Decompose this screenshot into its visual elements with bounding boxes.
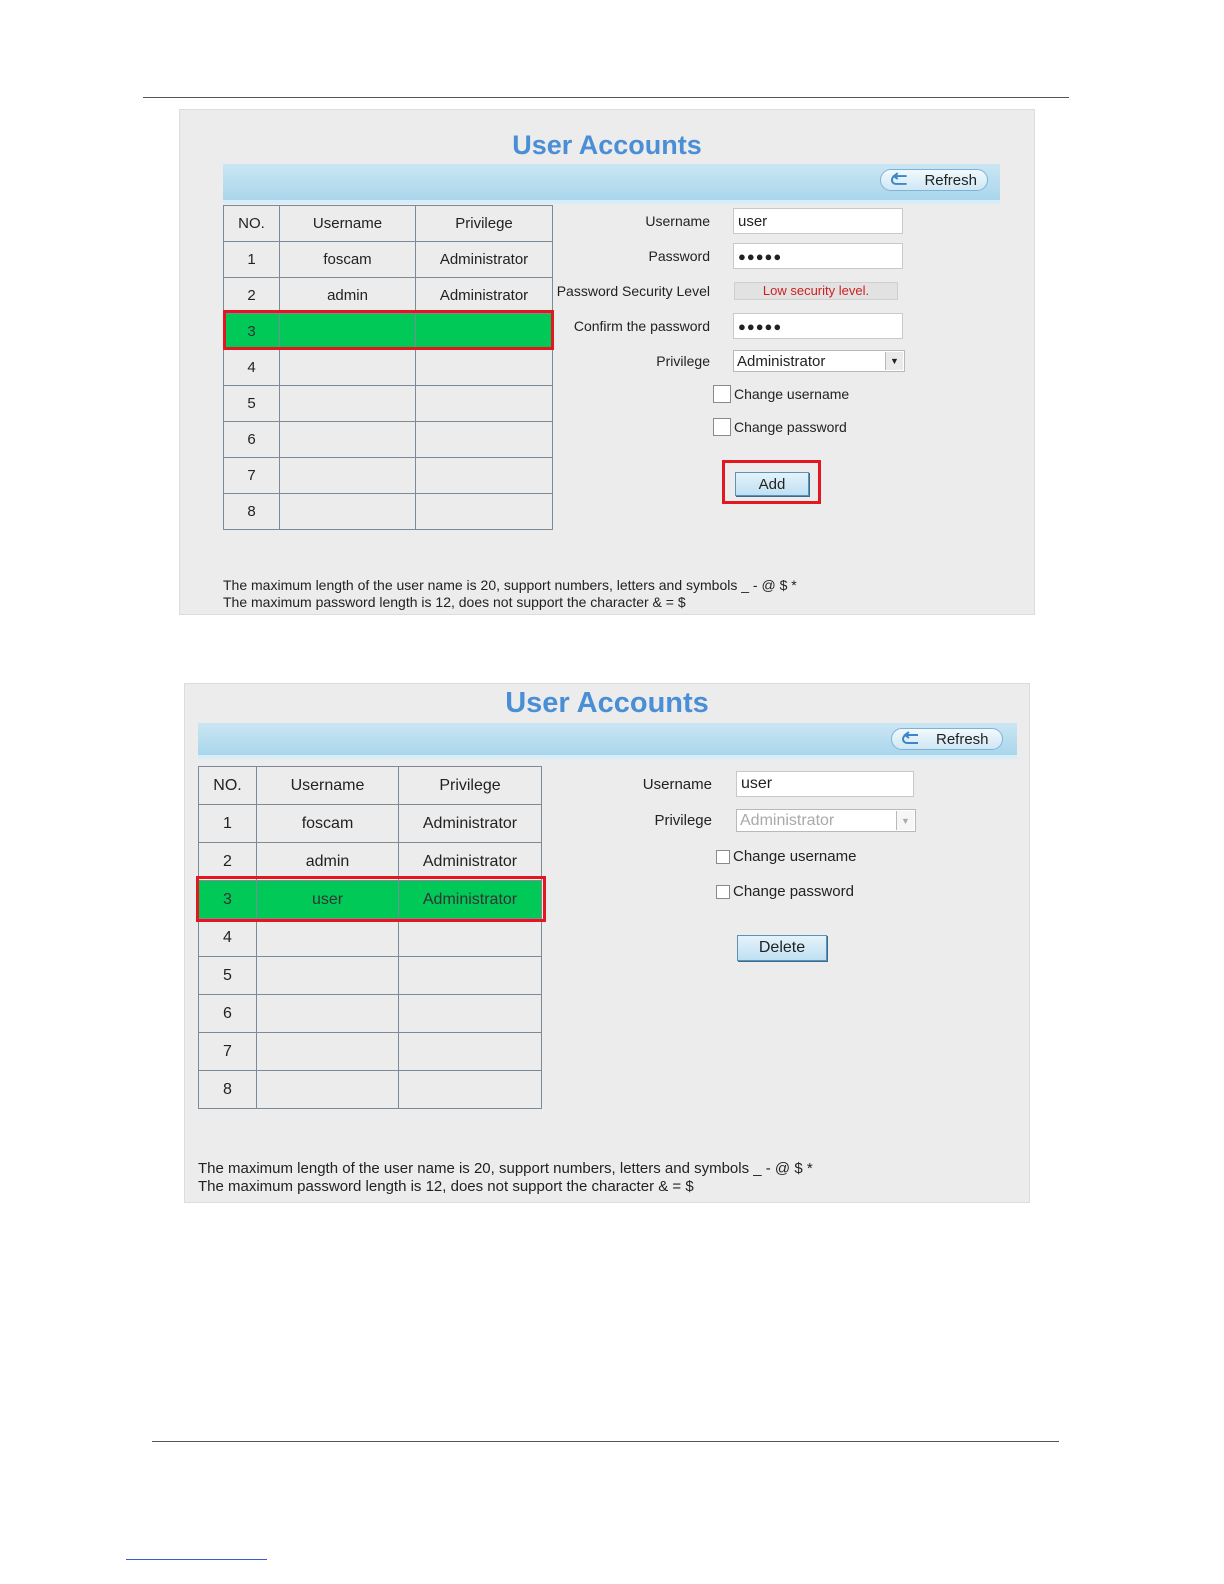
table-row[interactable] bbox=[199, 957, 542, 995]
toolbar bbox=[198, 723, 1017, 759]
change-password-label: Change password bbox=[733, 883, 854, 900]
col-header-no: NO. bbox=[224, 206, 280, 242]
cell-username bbox=[280, 422, 416, 458]
privilege-value: Administrator bbox=[740, 811, 835, 829]
user-table bbox=[198, 766, 542, 1109]
cell-no: 6 bbox=[224, 422, 280, 458]
change-password-label: Change password bbox=[734, 419, 847, 435]
cell-privilege bbox=[416, 386, 553, 422]
table-row[interactable] bbox=[224, 386, 553, 422]
add-button-highlight bbox=[722, 460, 821, 504]
cell-username: user bbox=[257, 881, 399, 919]
selected-row-highlight bbox=[223, 310, 554, 350]
cell-no: 8 bbox=[224, 494, 280, 530]
cell-no: 5 bbox=[224, 386, 280, 422]
table-row[interactable] bbox=[199, 805, 542, 843]
table-row[interactable] bbox=[224, 458, 553, 494]
username-rule-note: The maximum length of the user name is 20, support numbers, letters and symbols _ - @ $ * bbox=[223, 577, 797, 593]
cell-privilege: Administrator bbox=[416, 278, 553, 314]
username-input[interactable]: user bbox=[733, 208, 903, 234]
username-label: Username bbox=[645, 213, 710, 229]
password-rule-note: The maximum password length is 12, does not support the character & = $ bbox=[198, 1178, 694, 1195]
cell-no: 7 bbox=[224, 458, 280, 494]
cell-privilege: Administrator bbox=[399, 805, 542, 843]
username-label: Username bbox=[642, 776, 712, 793]
checkbox-icon[interactable] bbox=[716, 850, 730, 864]
table-row[interactable] bbox=[199, 1071, 542, 1109]
chevron-down-icon[interactable]: ▼ bbox=[896, 811, 914, 830]
user-table bbox=[223, 205, 553, 530]
cell-privilege bbox=[399, 919, 542, 957]
col-header-privilege: Privilege bbox=[399, 767, 542, 805]
col-header-no: NO. bbox=[199, 767, 257, 805]
cell-no: 1 bbox=[224, 242, 280, 278]
cell-privilege bbox=[416, 350, 553, 386]
username-input[interactable]: user bbox=[736, 771, 914, 797]
cell-privilege bbox=[399, 957, 542, 995]
cell-username: foscam bbox=[257, 805, 399, 843]
add-button[interactable]: Add bbox=[735, 472, 809, 496]
panel-title: User Accounts bbox=[512, 130, 702, 160]
cell-username bbox=[280, 350, 416, 386]
cell-no: 3 bbox=[224, 314, 280, 350]
selected-row-highlight bbox=[196, 876, 546, 922]
table-row[interactable] bbox=[224, 350, 553, 386]
cell-username: admin bbox=[257, 843, 399, 881]
chevron-down-icon[interactable]: ▼ bbox=[885, 352, 903, 370]
delete-button[interactable]: Delete bbox=[737, 935, 827, 961]
table-row[interactable] bbox=[199, 995, 542, 1033]
table-row[interactable] bbox=[199, 1033, 542, 1071]
change-password-checkbox[interactable] bbox=[713, 418, 847, 436]
cell-privilege bbox=[416, 494, 553, 530]
cell-username bbox=[280, 458, 416, 494]
cell-no: 1 bbox=[199, 805, 257, 843]
cell-privilege: Administrator bbox=[399, 843, 542, 881]
privilege-select[interactable] bbox=[736, 809, 916, 832]
footer-link-underline bbox=[126, 1559, 267, 1560]
cell-privilege bbox=[399, 1033, 542, 1071]
confirm-password-input[interactable]: ●●●●● bbox=[733, 313, 903, 339]
cell-privilege: Administrator bbox=[416, 242, 553, 278]
cell-no: 2 bbox=[199, 843, 257, 881]
change-username-label: Change username bbox=[734, 386, 850, 402]
col-header-username: Username bbox=[280, 206, 416, 242]
table-row[interactable] bbox=[199, 843, 542, 881]
password-rule-note: The maximum password length is 12, does not support the character & = $ bbox=[223, 594, 686, 610]
footer-rule bbox=[152, 1441, 1059, 1442]
change-password-checkbox[interactable] bbox=[716, 883, 854, 900]
privilege-select[interactable] bbox=[733, 350, 905, 372]
change-username-label: Change username bbox=[733, 848, 857, 865]
cell-no: 6 bbox=[199, 995, 257, 1033]
table-row[interactable] bbox=[224, 494, 553, 530]
change-username-checkbox[interactable] bbox=[716, 848, 856, 865]
refresh-button[interactable] bbox=[891, 728, 1003, 750]
password-input[interactable]: ●●●●● bbox=[733, 243, 903, 269]
change-username-checkbox[interactable] bbox=[713, 385, 849, 403]
cell-no: 4 bbox=[199, 919, 257, 957]
col-header-username: Username bbox=[257, 767, 399, 805]
password-label: Password bbox=[648, 248, 710, 264]
confirm-password-label: Confirm the password bbox=[573, 318, 710, 334]
cell-privilege bbox=[416, 458, 553, 494]
checkbox-icon[interactable] bbox=[713, 418, 731, 436]
table-row[interactable] bbox=[224, 422, 553, 458]
security-level-label: Password Security Level bbox=[556, 283, 710, 299]
cell-no: 2 bbox=[224, 278, 280, 314]
cell-no: 5 bbox=[199, 957, 257, 995]
cell-username: admin bbox=[280, 278, 416, 314]
toolbar bbox=[223, 164, 1000, 204]
refresh-button[interactable] bbox=[880, 169, 988, 191]
refresh-label: Refresh bbox=[924, 171, 977, 189]
checkbox-icon[interactable] bbox=[716, 885, 730, 899]
refresh-label: Refresh bbox=[936, 730, 989, 748]
user-accounts-panel-delete bbox=[184, 683, 1030, 1203]
refresh-icon bbox=[898, 731, 924, 747]
table-row[interactable] bbox=[199, 919, 542, 957]
security-level-indicator: Low security level. bbox=[734, 282, 898, 300]
checkbox-icon[interactable] bbox=[713, 385, 731, 403]
cell-no: 8 bbox=[199, 1071, 257, 1109]
cell-privilege bbox=[416, 422, 553, 458]
refresh-icon bbox=[887, 172, 912, 188]
cell-username bbox=[280, 494, 416, 530]
cell-username: foscam bbox=[280, 242, 416, 278]
cell-username bbox=[257, 995, 399, 1033]
panel-title: User Accounts bbox=[505, 687, 709, 719]
username-rule-note: The maximum length of the user name is 20, support numbers, letters and symbols _ - @ $ * bbox=[198, 1160, 813, 1177]
table-row[interactable] bbox=[224, 278, 553, 314]
cell-username bbox=[257, 1033, 399, 1071]
cell-username bbox=[257, 919, 399, 957]
col-header-privilege: Privilege bbox=[416, 206, 553, 242]
cell-username bbox=[257, 957, 399, 995]
privilege-label: Privilege bbox=[656, 353, 710, 369]
cell-privilege bbox=[399, 1071, 542, 1109]
cell-no: 7 bbox=[199, 1033, 257, 1071]
user-accounts-panel-add bbox=[179, 109, 1035, 615]
header-rule bbox=[143, 97, 1069, 98]
cell-no: 4 bbox=[224, 350, 280, 386]
cell-username bbox=[257, 1071, 399, 1109]
table-row[interactable] bbox=[224, 242, 553, 278]
privilege-value: Administrator bbox=[737, 352, 826, 370]
cell-privilege: Administrator bbox=[399, 881, 542, 919]
cell-privilege bbox=[399, 995, 542, 1033]
cell-no: 3 bbox=[199, 881, 257, 919]
cell-username bbox=[280, 386, 416, 422]
privilege-label: Privilege bbox=[654, 812, 712, 829]
